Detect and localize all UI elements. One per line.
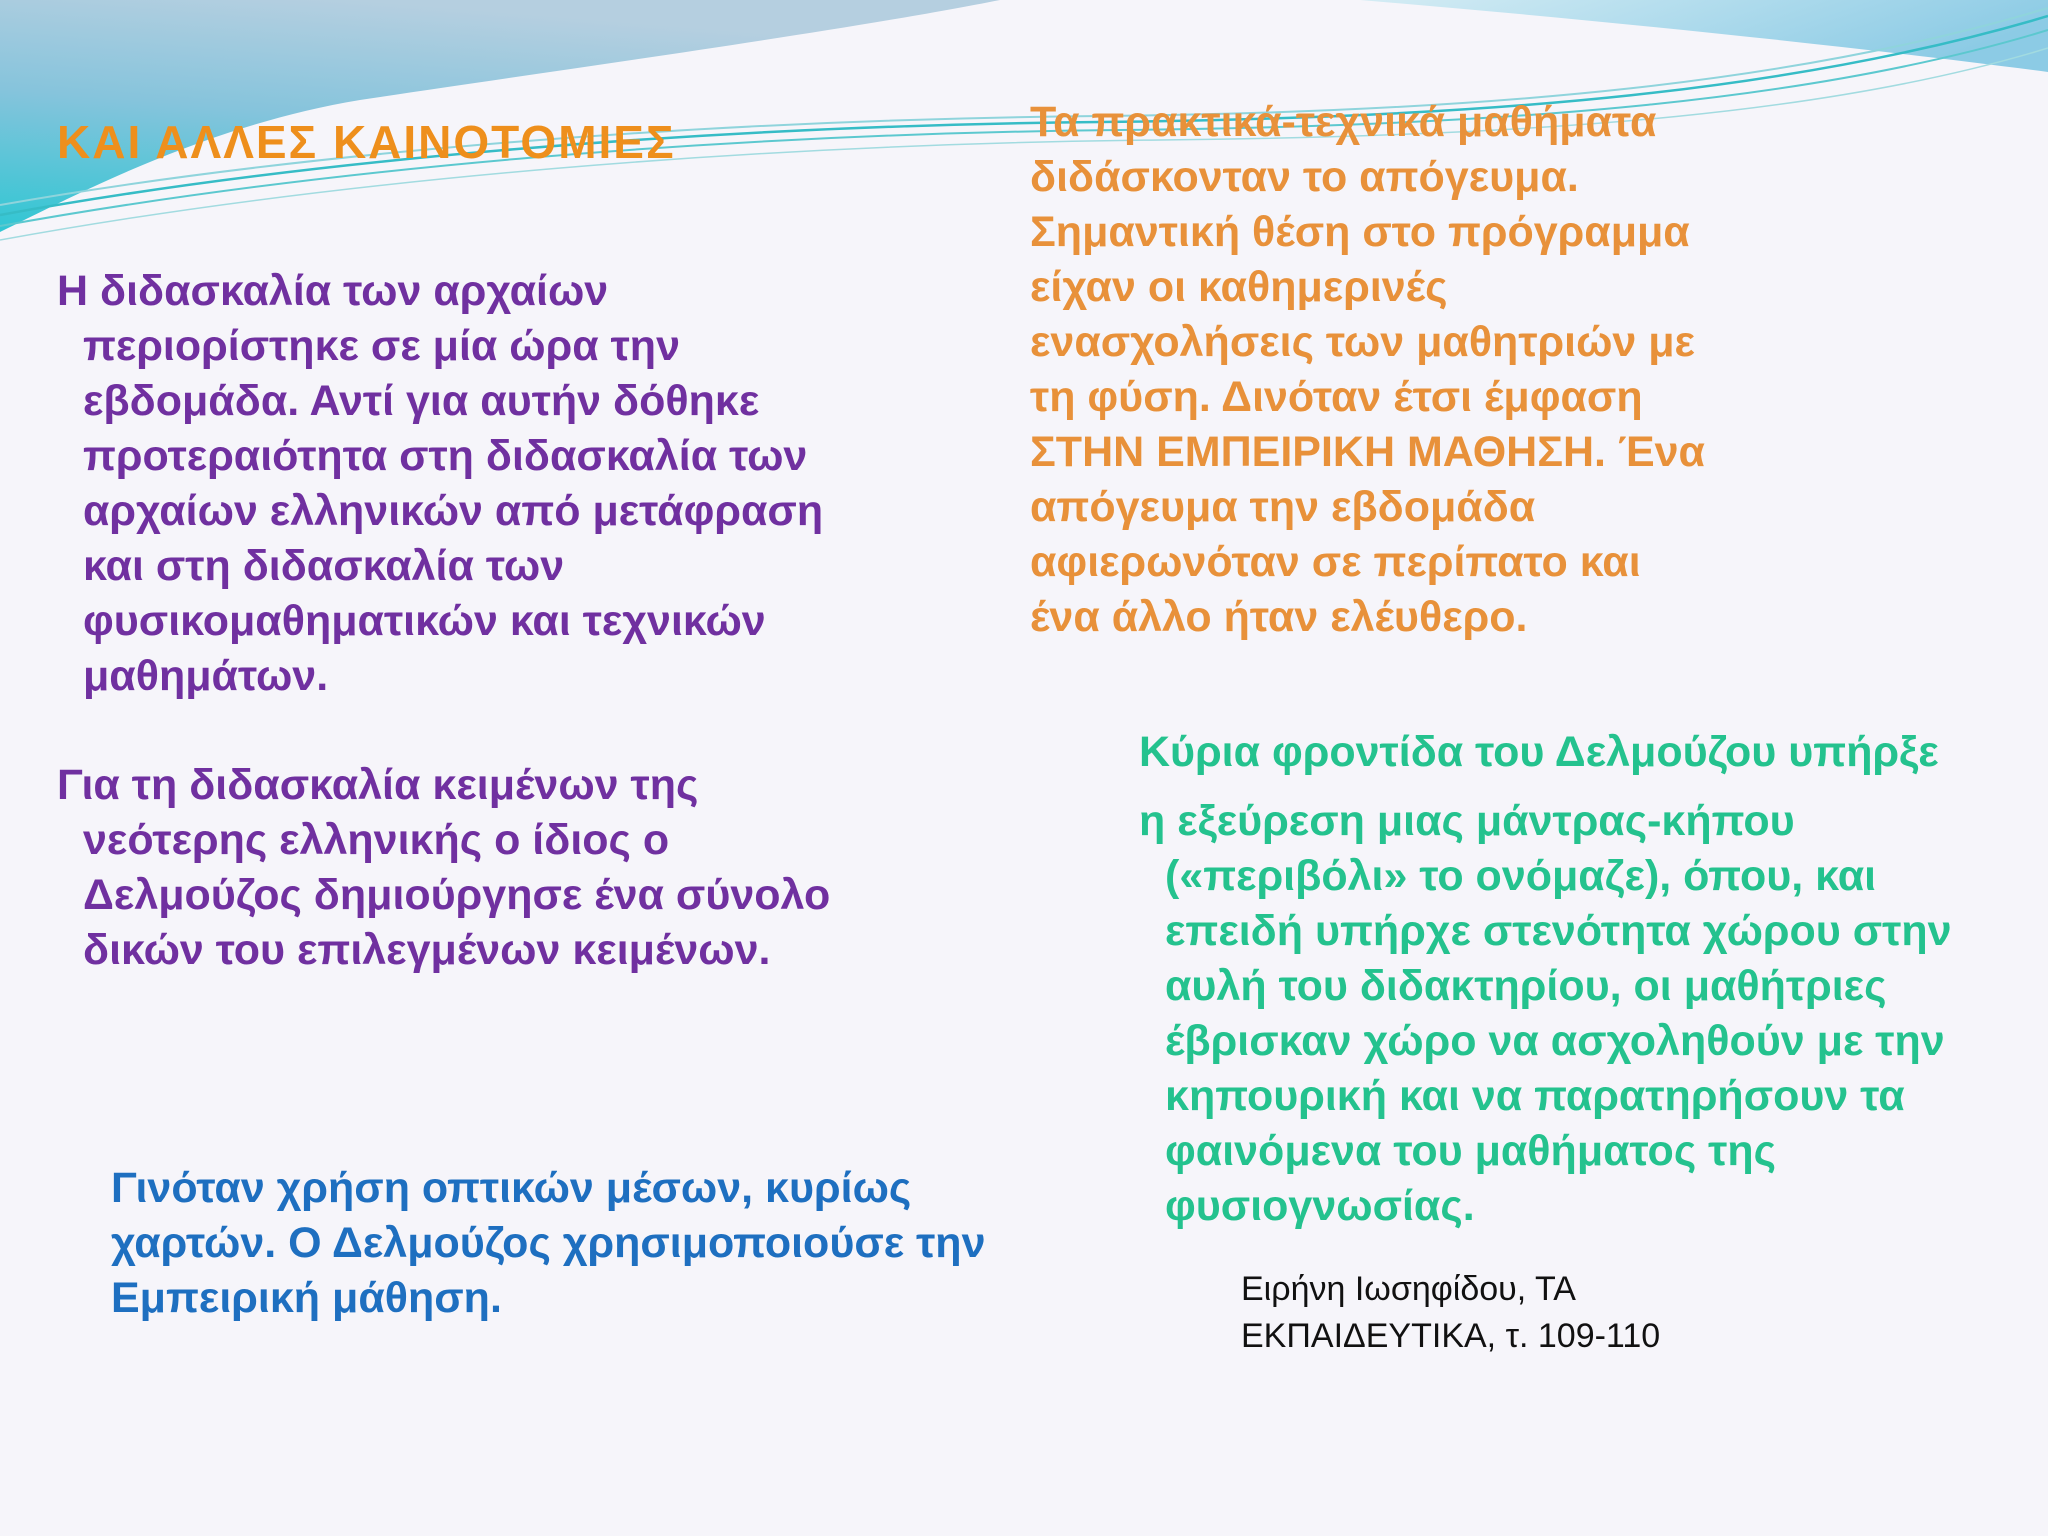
text-line: είχαν οι καθημερινές [1030, 263, 1448, 311]
ancient-greek-paragraph [57, 264, 823, 704]
text-line: Τα πρακτικά-τεχνικά μαθήματα [1030, 98, 1657, 146]
text-line: εβδομάδα. Αντί για αυτήν δόθηκε [83, 377, 760, 425]
text-line: προτεραιότητα στη διδασκαλία των [83, 432, 808, 480]
text-line: («περιβόλι» το ονόμαζε), όπου, και [1165, 852, 1877, 900]
slide-title: ΚΑΙ ΑΛΛΕΣ ΚΑΙΝΟΤΟΜΙΕΣ [57, 116, 676, 168]
text-line: περιορίστηκε σε μία ώρα την [83, 322, 680, 370]
garden-paragraph [1139, 794, 1952, 1234]
text-line: μαθημάτων. [83, 652, 329, 700]
source-citation [1241, 1266, 1660, 1360]
visual-aids-paragraph [111, 1161, 986, 1326]
text-line: ένα άλλο ήταν ελέυθερο. [1030, 593, 1528, 641]
text-line: η εξεύρεση μιας μάντρας-κήπου [1139, 797, 1795, 845]
practical-lessons-paragraph [1030, 95, 1705, 645]
citation-line: Ειρήνη Ιωσηφίδου, ΤΑ [1241, 1270, 1576, 1308]
text-line: διδάσκονταν το απόγευμα. [1030, 153, 1579, 201]
text-line: αυλή του διδακτηρίου, οι μαθήτριες [1165, 962, 1887, 1010]
text-line: φυσικομαθηματικών και τεχνικών [83, 597, 766, 645]
text-line: αφιερωνόταν σε περίπατο και [1030, 538, 1641, 586]
text-line: ενασχολήσεις των μαθητριών με [1030, 318, 1695, 366]
text-line: φαινόμενα του μαθήματος της [1165, 1127, 1776, 1175]
text-line: τη φύση. Δινόταν έτσι έμφαση [1030, 373, 1643, 421]
text-line: Η διδασκαλία των αρχαίων [57, 267, 609, 315]
text-line: Εμπειρική μάθηση. [111, 1274, 502, 1322]
text-line: απόγευμα την εβδομάδα [1030, 483, 1536, 531]
garden-intro-line: Κύρια φροντίδα του Δελμούζου υπήρξε [1139, 728, 1939, 776]
text-line: δικών του επιλεγμένων κειμένων. [83, 926, 771, 974]
modern-greek-paragraph [57, 758, 830, 978]
text-line: Σημαντική θέση στο πρόγραμμα [1030, 208, 1690, 256]
text-line: επειδή υπήρχε στενότητα χώρου στην [1165, 907, 1952, 955]
text-line: νεότερης ελληνικής ο ίδιος ο [83, 816, 670, 864]
text-line: και στη διδασκαλία των [83, 542, 565, 590]
text-line: χαρτών. Ο Δελμούζος χρησιμοποιούσε την [111, 1219, 986, 1267]
text-line: Γινόταν χρήση οπτικών μέσων, κυρίως [111, 1164, 912, 1212]
text-line: κηπουρική και να παρατηρήσουν τα [1165, 1072, 1905, 1120]
text-line: Για τη διδασκαλία κειμένων της [57, 761, 699, 809]
text-line: Δελμούζος δημιούργησε ένα σύνολο [83, 871, 831, 919]
text-line: φυσιογνωσίας. [1165, 1182, 1475, 1230]
text-line: ΣΤΗΝ ΕΜΠΕΙΡΙΚΗ ΜΑΘΗΣΗ. Ένα [1030, 428, 1705, 476]
text-line: έβρισκαν χώρο να ασχοληθούν με την [1165, 1017, 1945, 1065]
citation-line: ΕΚΠΑΙΔΕΥΤΙΚΑ, τ. 109-110 [1241, 1317, 1661, 1355]
text-line: αρχαίων ελληνικών από μετάφραση [83, 487, 824, 535]
